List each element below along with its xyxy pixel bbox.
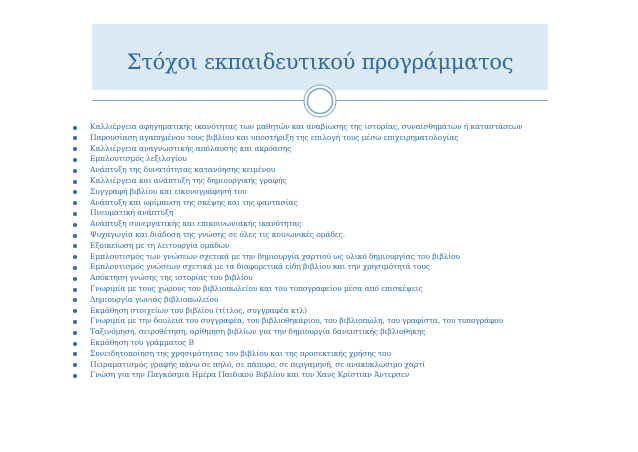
list-item xyxy=(72,241,632,252)
objectives-list xyxy=(72,122,632,381)
list-item xyxy=(72,198,632,209)
list-item xyxy=(72,144,632,155)
list-item xyxy=(72,370,632,381)
list-item-text: Ανάπτυξη συνεργατικής και επικοινωνιακής ικανότητας xyxy=(90,219,302,229)
bullet-dot-icon xyxy=(73,309,77,313)
list-item xyxy=(72,230,632,241)
bullet-dot-icon xyxy=(73,266,77,270)
list-item xyxy=(72,208,632,219)
list-item xyxy=(72,306,632,317)
circle-ornament-icon xyxy=(303,84,337,118)
list-item-text: Γνώση για την Παγκόσμια Ημέρα Παιδικού Βιβλίου και τον Χανς Κρίστιαν Άντερσεν xyxy=(90,370,410,380)
bullet-dot-icon xyxy=(73,180,77,184)
list-item xyxy=(72,133,632,144)
list-item-text: Εμπλουτισμός γνώσεων σχετικά με τα διαφορετικά είδη βιβλίου και την χρησιμότητά τους xyxy=(90,262,430,272)
list-item xyxy=(72,176,632,187)
slide-title: Στόχοι εκπαιδευτικού προγράμματος xyxy=(126,50,514,74)
bullet-dot-icon xyxy=(73,234,77,238)
list-item xyxy=(72,252,632,263)
list-item-text: Απόκτηση γνώσης της ιστορίας του βιβλίου xyxy=(90,273,253,283)
list-item xyxy=(72,338,632,349)
list-item xyxy=(72,154,632,165)
bullet-dot-icon xyxy=(73,342,77,346)
list-item-text: Γνωριμία με την δουλειά του συγγραφέα, του βιβλιοθηκάριου, του βιβλιοπώλη, του γραφίστα, του τυπογράφου xyxy=(90,316,504,326)
list-item-text: Ψυχαγωγία και διάδοση της γνώσης σε όλες τις κοινωνικές ομάδες. xyxy=(90,229,345,239)
list-item-text: Ανάπτυξη και ωρίμανση της σκέψης και της φαντασίας xyxy=(90,197,298,207)
list-item xyxy=(72,316,632,327)
list-item-text: Πειραματισμός γραφής πάνω σε πηλό, σε πάπυρο, σε περγαμηνή, σε ανακυκλώσιμο χαρτί xyxy=(90,359,426,369)
bullet-dot-icon xyxy=(73,331,77,335)
bullet-dot-icon xyxy=(73,201,77,205)
bullet-dot-icon xyxy=(73,244,77,248)
bullet-dot-icon xyxy=(73,374,77,378)
bullet-dot-icon xyxy=(73,277,77,281)
bullet-dot-icon xyxy=(73,212,77,216)
bullet-dot-icon xyxy=(73,363,77,367)
bullet-dot-icon xyxy=(73,169,77,173)
bullet-dot-icon xyxy=(73,352,77,356)
bullet-dot-icon xyxy=(73,147,77,151)
list-item-text: Εμπλουτισμός λεξιλογίου xyxy=(90,154,187,164)
bullet-dot-icon xyxy=(73,320,77,324)
bullet-dot-icon xyxy=(73,298,77,302)
list-item-text: Γνωριμία με τους χώρους του βιβλιοπωλείου και του τυπογραφείου μέσα από επισκέψεις xyxy=(90,283,423,293)
list-item xyxy=(72,165,632,176)
list-item-text: Καλλιέργεια και ανάπτυξη της δημιουργικής γραφής xyxy=(90,175,287,185)
list-item xyxy=(72,122,632,133)
bullet-dot-icon xyxy=(73,255,77,259)
list-item xyxy=(72,273,632,284)
list-item-text: Ανάπτυξη της δυνατότητας κατανόησης κειμένου xyxy=(90,165,276,175)
list-item xyxy=(72,349,632,360)
list-item xyxy=(72,295,632,306)
bullet-dot-icon xyxy=(73,158,77,162)
list-item-text: Εμπλουτισμός των γνώσεων σχετικά με την δημιουργία χαρτιού ως υλικό δημιουργίας του βιβλίου xyxy=(90,251,460,261)
list-item xyxy=(72,219,632,230)
list-item-text: Εξοικείωση με τη λειτουργία ομάδων xyxy=(90,240,230,250)
list-item-text: Καλλιέργεια αναγνωστικής απόλαυσης και ακρόασης xyxy=(90,143,292,153)
list-item-text: Συγγραφή βιβλίου και εικονογράφησή του xyxy=(90,186,247,196)
bullet-dot-icon xyxy=(73,136,77,140)
list-item xyxy=(72,187,632,198)
bullet-dot-icon xyxy=(73,190,77,194)
list-item-text: Δημιουργία γωνιάς βιβλιοπωλείου xyxy=(90,294,219,304)
bullet-dot-icon xyxy=(73,126,77,130)
list-item-text: Παρουσίαση αγαπημένου τους βιβλίου και υποστήριξη της επιλογή τους μέσω επιχειρηματολογίας xyxy=(90,132,459,142)
list-item-text: Πνευματική ανάπτυξη xyxy=(90,208,174,218)
list-item-text: Εκμάθηση του γράμματος Β xyxy=(90,337,194,347)
list-item xyxy=(72,284,632,295)
list-item-text: Εκμάθηση στοιχείων του βιβλίου (τίτλος, συγγραφέα κτλ) xyxy=(90,305,307,315)
list-item-text: Συνειδητοποίηση της χρησιμότητας του βιβλίου και της προσεκτικής χρήσης του xyxy=(90,348,391,358)
bullet-dot-icon xyxy=(73,288,77,292)
bullet-dot-icon xyxy=(73,223,77,227)
list-item xyxy=(72,360,632,371)
list-item-text: Καλλιέργεια αφηγηματικής ικανότητας των μαθητών και αναβίωσης της ιστορίας, συναισθημάτων ή καταστάσεων xyxy=(90,122,523,131)
list-item-text: Ταξινόμηση, σειροθέτηση, αρίθμηση βιβλίων για την δημιουργία δανειστικής βιβλιοθήκης xyxy=(90,327,426,337)
list-item xyxy=(72,327,632,338)
list-item xyxy=(72,262,632,273)
